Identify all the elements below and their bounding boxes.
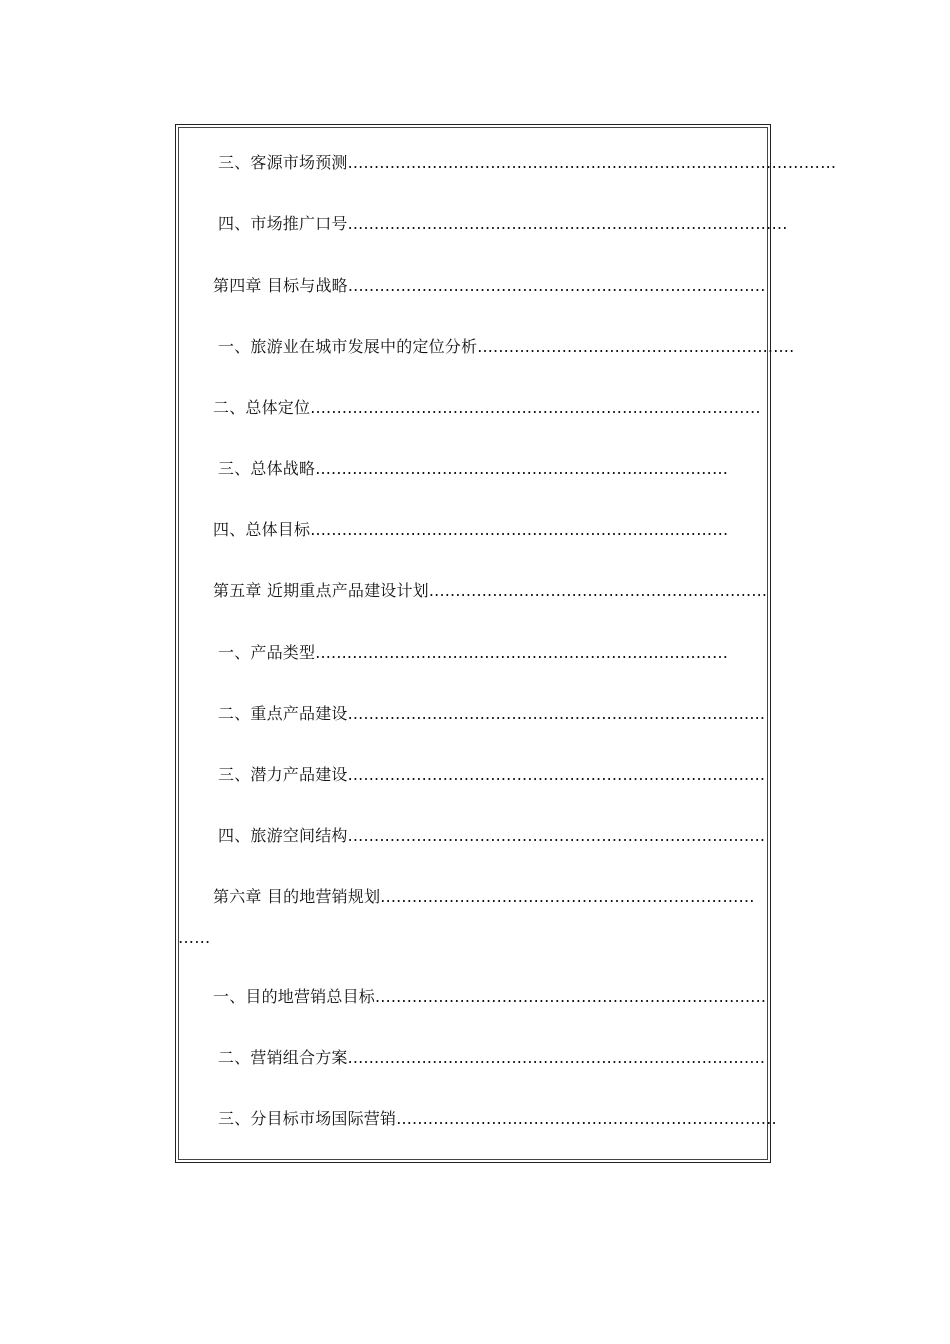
toc-entry-chapter-6[interactable]: 第六章 目的地营销规划...............................………………………………… bbox=[213, 887, 755, 906]
toc-entry-chapter-5[interactable]: 第五章 近期重点产品建设计划................................................................ bbox=[213, 581, 768, 600]
toc-entry-spatial-structure[interactable]: 四、旅游空间结构............................................................................... bbox=[218, 826, 766, 845]
toc-entry-marketing-mix[interactable]: 二、营销组合方案............................................................................... bbox=[218, 1048, 766, 1067]
toc-entry-overall-positioning[interactable]: 二、总体定位.........................................................................………… bbox=[213, 398, 761, 417]
toc-entry-positioning-analysis[interactable]: 一、旅游业在城市发展中的定位分析............................................................ bbox=[218, 337, 795, 356]
toc-entry-chapter-4[interactable]: 第四章 目标与战略............................................................................... bbox=[213, 276, 766, 295]
toc-entry-keyuan-forecast[interactable]: 三、客源市场预测.......................................................................………………… bbox=[218, 153, 837, 172]
toc-entry-product-types[interactable]: 一、产品类型........................................................................…… bbox=[218, 643, 729, 662]
toc-entry-potential-products[interactable]: 三、潜力产品建设............................................................................... bbox=[218, 765, 766, 784]
toc-entry-marketing-goals[interactable]: 一、目的地营销总目标.......................................................................... bbox=[213, 987, 767, 1006]
toc-entry-international-marketing[interactable]: 三、分目标市场国际营销........................................................................ bbox=[218, 1109, 777, 1128]
toc-entry-chapter-6-continuation: …… bbox=[178, 928, 211, 947]
toc-entry-overall-goals[interactable]: 四、总体目标.........................................................................…… bbox=[213, 520, 729, 539]
toc-entry-key-products[interactable]: 二、重点产品建设............................................................................... bbox=[218, 704, 766, 723]
toc-entry-overall-strategy[interactable]: 三、总体战略........................................................................…… bbox=[218, 459, 729, 478]
toc-entry-promotion-slogan[interactable]: 四、市场推广口号.......................................................................………… bbox=[218, 214, 788, 233]
